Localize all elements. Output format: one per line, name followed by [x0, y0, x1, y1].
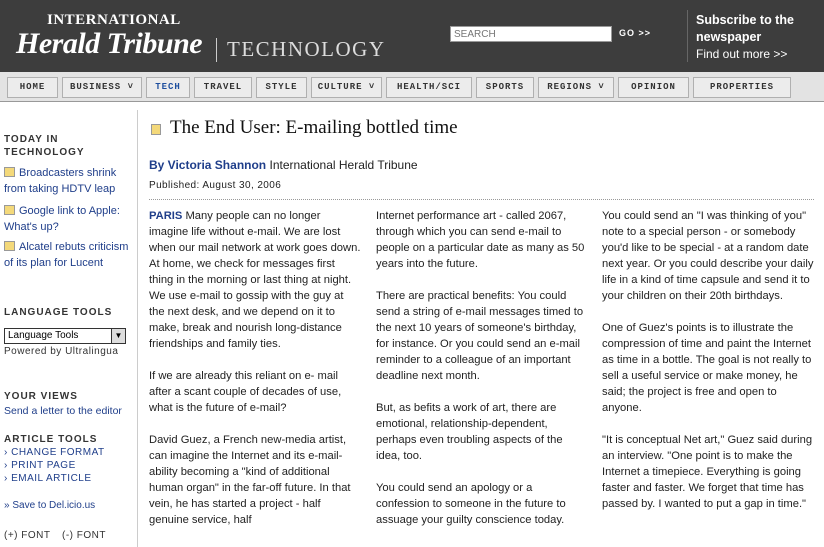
language-tools-select[interactable]: Language Tools ▼ — [4, 328, 126, 344]
article-icon — [4, 205, 15, 215]
article-icon — [151, 124, 161, 135]
chevron-down-icon[interactable]: ▼ — [111, 329, 125, 343]
logo-international[interactable]: INTERNATIONAL — [47, 12, 181, 28]
font-increase-button[interactable]: (+) FONT — [4, 530, 51, 541]
send-letter-link[interactable]: Send a letter to the editor — [4, 405, 122, 417]
nav-tech[interactable]: TECH — [146, 77, 190, 98]
published-date: Published: August 30, 2006 — [149, 180, 282, 191]
site-header — [0, 0, 824, 72]
nav-business[interactable]: BUSINESS ˅ — [62, 77, 142, 98]
nav-sports[interactable]: SPORTS — [476, 77, 534, 98]
sidebar-divider — [137, 110, 138, 547]
paragraph: You could send an "I was thinking of you" note to a special person - or somebody you'd like to be special - at a random date next year. Or you could describe your daily life in a kind of time capsule and send it to your children on their 20th birthdays. — [602, 210, 814, 302]
article-column-2 — [376, 208, 588, 544]
article-column-3 — [602, 208, 814, 528]
nav-travel[interactable]: TRAVEL — [194, 77, 252, 98]
logo-herald-tribune[interactable]: Herald Tribune — [16, 27, 203, 60]
nav-health-sci[interactable]: HEALTH/SCI — [386, 77, 472, 98]
paragraph: PARIS Many people can no longer imagine life without e-mail. We are lost when our mail network at work goes down. At home, we check for messages first thing in the morning or last thing at night. We use e-mail to gossip with the guy at the next desk, and we depend on it to make, break and nourish long-distance friendships and family ties. — [149, 210, 361, 350]
paragraph: There are practical benefits: You could send a string of e-mail messages timed to the next 10 years of someone's birthday, for instance. Or you could send an e-mail reminder to a colleague of an important deadline next month. — [376, 290, 584, 382]
search-input[interactable] — [450, 26, 612, 42]
byline — [149, 158, 418, 172]
header-divider — [687, 10, 688, 62]
today-link-3[interactable]: Alcatel rebuts criticism of its plan for Lucent — [4, 241, 129, 269]
nav-style[interactable]: STYLE — [256, 77, 307, 98]
paragraph: If we are already this reliant on e- mail after a scant couple of decades of use, what is the future of e-mail? — [149, 370, 342, 414]
nav-opinion[interactable]: OPINION — [618, 77, 689, 98]
nav-regions[interactable]: REGIONS ˅ — [538, 77, 614, 98]
article-icon — [4, 167, 15, 177]
print-page-link[interactable]: › PRINT PAGE — [4, 460, 76, 471]
logo-divider — [216, 38, 217, 62]
byline-author[interactable]: By Victoria Shannon — [149, 158, 267, 172]
paragraph: You could send an apology or a confession to someone in the future to assuage your guilty conscience today. — [376, 482, 566, 526]
article-icon — [4, 241, 15, 251]
today-link-1[interactable]: Broadcasters shrink from taking HDTV leap — [4, 167, 117, 195]
paragraph: David Guez, a French new-media artist, can imagine the Internet and its e-mail-ability becoming a "kind of additional human organ" in the far-off future. In that vein, he has started a project - half genuine service, half — [149, 434, 351, 526]
nav-culture[interactable]: CULTURE ˅ — [311, 77, 382, 98]
language-heading: LANGUAGE TOOLS — [4, 307, 113, 318]
nav-home[interactable]: HOME — [7, 77, 58, 98]
section-title[interactable]: TECHNOLOGY — [227, 37, 386, 61]
article-title: The End User: E-mailing bottled time — [170, 117, 458, 138]
byline-source: International Herald Tribune — [269, 158, 418, 172]
email-article-link[interactable]: › EMAIL ARTICLE — [4, 473, 92, 484]
paragraph: One of Guez's points is to illustrate the compression of time and paint the Internet as time in a bottle. The goal is not really to sell a useful service or make money, he said; the project is free and open to anyone. — [602, 322, 812, 414]
go-button[interactable]: GO >> — [619, 28, 652, 38]
find-out-more-link[interactable]: Find out more >> — [696, 47, 788, 61]
powered-by: Powered by Ultralingua — [4, 346, 119, 357]
paragraph: "It is conceptual Net art," Guez said during an interview. "One point is to make the Internet a timepiece. Everything is going faster and faster. We forget that time has passed by. I wanted to put a gap in time." — [602, 434, 813, 510]
subscribe-link[interactable]: Subscribe to the newspaper — [696, 13, 794, 44]
delicious-link[interactable]: » Save to Del.icio.us — [4, 500, 96, 511]
paragraph: But, as befits a work of art, there are emotional, relationship-dependent, perhaps even troubling aspects of the idea, too. — [376, 402, 563, 462]
font-decrease-button[interactable]: (-) FONT — [62, 530, 106, 541]
article-tools-heading: ARTICLE TOOLS — [4, 434, 98, 445]
article-column-1 — [149, 208, 361, 544]
dateline: PARIS — [149, 210, 183, 222]
change-format-link[interactable]: › CHANGE FORMAT — [4, 447, 105, 458]
paragraph: Internet performance art - called 2067, through which you can send e-mail to people on a particular date as many as 50 years into the future. — [376, 210, 585, 270]
today-heading: TODAY IN TECHNOLOGY — [4, 134, 85, 158]
today-link-2[interactable]: Google link to Apple: What's up? — [4, 205, 120, 233]
article-divider — [149, 199, 814, 200]
your-views-heading: YOUR VIEWS — [4, 391, 78, 402]
nav-properties[interactable]: PROPERTIES — [693, 77, 791, 98]
